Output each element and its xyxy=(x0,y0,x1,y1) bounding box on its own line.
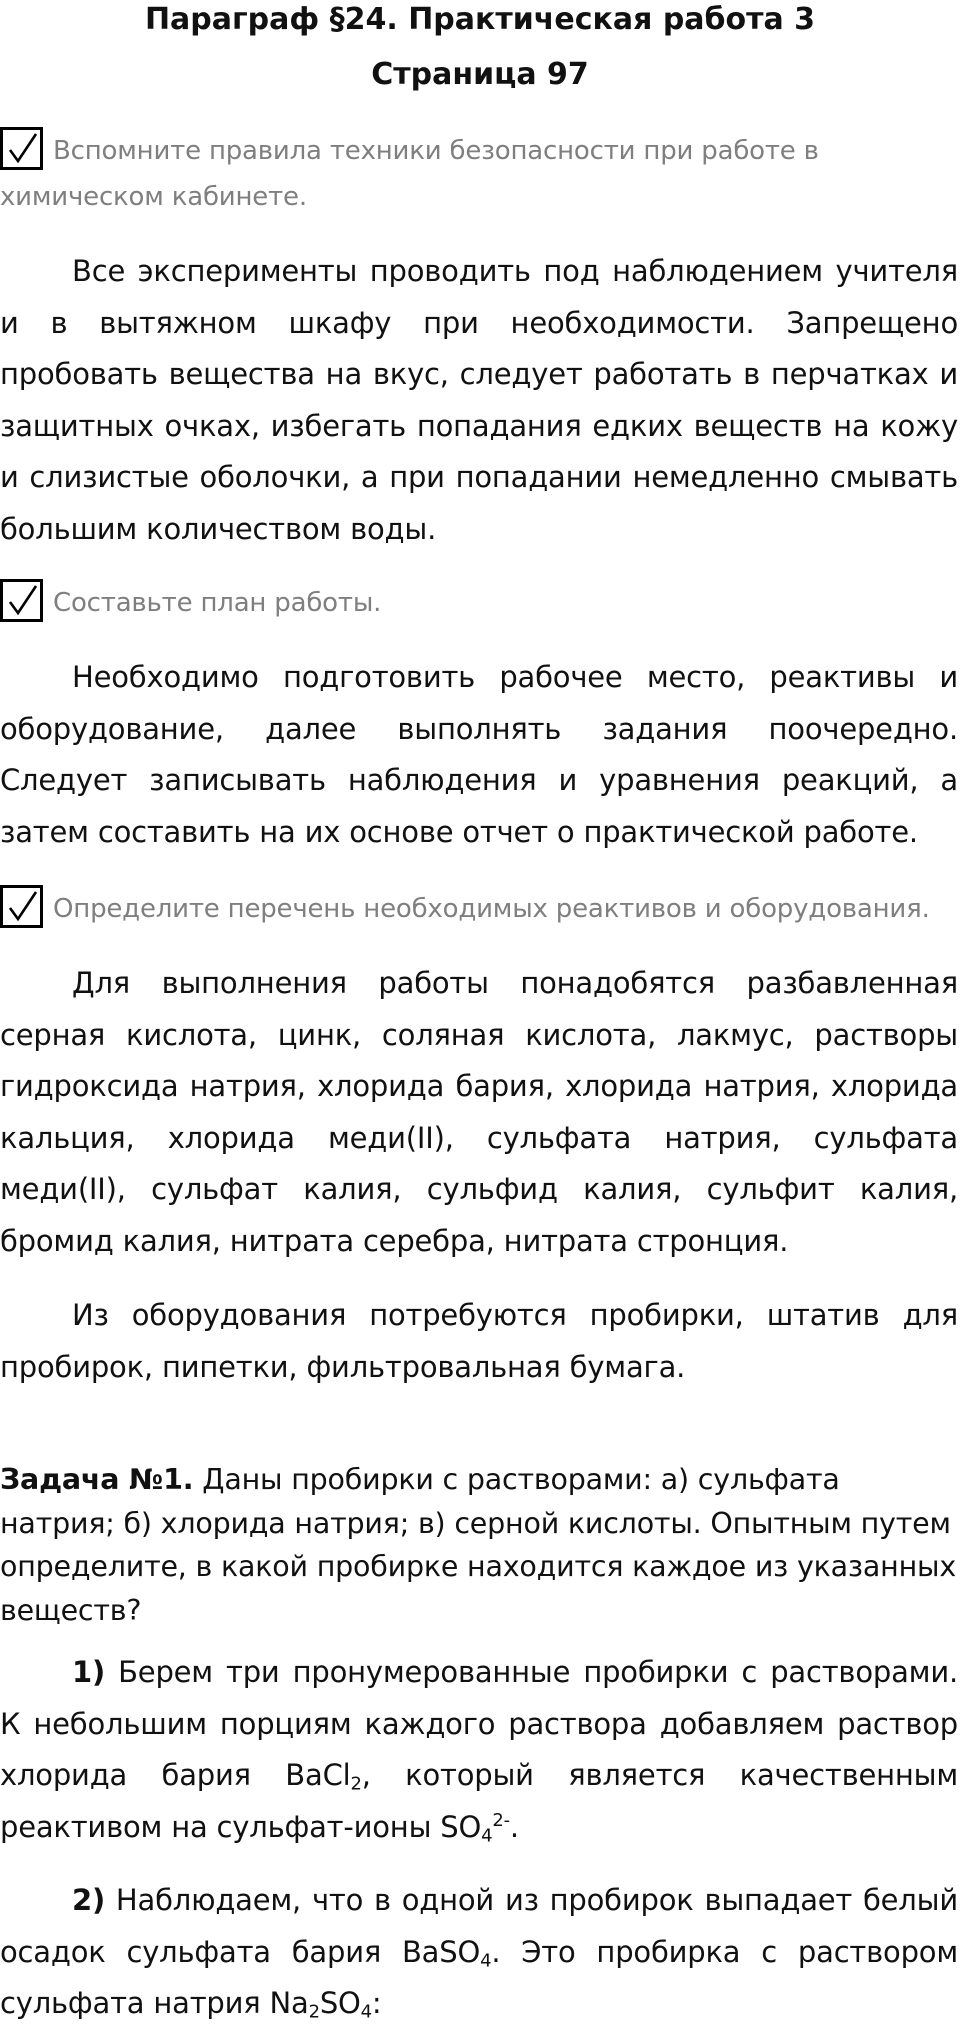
step-number: 1) xyxy=(72,1655,106,1689)
step-text xyxy=(0,1875,958,2030)
checkbox-icon xyxy=(0,885,43,928)
subscript: 2 xyxy=(308,2001,320,2023)
prompt-plan xyxy=(0,580,958,626)
paragraph: Для выполнения работы понадобятся разбавленная серная кислота, цинк, соляная кислота, лакмус, растворы гидроксида натрия, хлорида бария, хлорида натрия, хлорида кальция, хлорида меди(II), сульфата натрия, сульфата меди(II), сульфат калия, сульфид калия, сульфит калия, бромид калия, нитрата серебра, нитрата стронция. xyxy=(0,966,958,1258)
superscript: 2- xyxy=(492,1809,510,1831)
step-2 xyxy=(0,1875,958,2030)
step-1 xyxy=(0,1647,958,1853)
section-plan-body xyxy=(0,652,958,858)
step-text-part: . xyxy=(509,1809,519,1844)
prompt-text: Определите перечень необходимых реактивов и оборудования. xyxy=(53,894,930,924)
step-text-part: Наблюдаем, что в одной из пробирок выпадает белый осадок сульфата бария BaSO xyxy=(0,1883,958,1969)
section-reagents-body xyxy=(0,958,958,1267)
step-number: 2) xyxy=(72,1883,106,1917)
step-text-part: : xyxy=(371,1986,382,2020)
prompt-reagents xyxy=(0,886,958,932)
section-plan xyxy=(0,580,958,626)
step-text-part: Берем три пронумерованные пробирки с растворами. К небольшим порциям каждого раствора добавляем раствор хлорида бария BaCl xyxy=(0,1655,958,1792)
paragraph: Все эксперименты проводить под наблюдением учителя и в вытяжном шкафу при необходимости. Запрещено пробовать вещества на вкус, следует работать в перчатках и защитных очках, избегать попадания едких веществ на кожу и слизистые оболочки, а при попадании немедленно смывать большим количеством воды. xyxy=(0,254,958,546)
step-text-part: , который является качественным реактивом на сульфат-ионы SO xyxy=(0,1758,959,1844)
page-subtitle: Страница 97 xyxy=(371,57,589,92)
prompt-safety xyxy=(0,128,958,220)
step-text xyxy=(0,1647,958,1853)
paragraph: Необходимо подготовить рабочее место, реактивы и оборудование, далее выполнять задания поочередно. Следует записывать наблюдения и уравнения реакций, а затем составить на их основе отчет о практической работе. xyxy=(0,660,958,849)
task-text: Даны пробирки с растворами: а) сульфата натрия; б) хлорида натрия; в) серной кислоты. Опытным путем определите, в какой пробирке находится каждое из указанных веществ? xyxy=(0,1463,956,1627)
section-safety-body xyxy=(0,246,958,555)
prompt-text: Вспомните правила техники безопасности при работе в химическом кабинете. xyxy=(0,136,819,212)
prompt-text: Составьте план работы. xyxy=(53,588,382,618)
subscript: 4 xyxy=(360,2001,372,2023)
task-statement xyxy=(0,1458,958,1632)
task-label: Задача №1. xyxy=(0,1463,194,1496)
subscript: 2 xyxy=(350,1773,362,1795)
page-title: Параграф §24. Практическая работа 3 xyxy=(144,2,816,37)
checkbox-icon xyxy=(0,127,43,170)
checkbox-icon xyxy=(0,579,43,622)
section-reagents xyxy=(0,886,958,932)
step-text-part: SO xyxy=(319,1986,361,2020)
section-safety xyxy=(0,128,958,220)
task-block xyxy=(0,1458,958,1632)
section-equipment-body xyxy=(0,1290,958,1393)
subscript: 4 xyxy=(481,1824,493,1846)
paragraph: Из оборудования потребуются пробирки, штатив для пробирок, пипетки, фильтровальная бумага. xyxy=(0,1298,958,1384)
step-text-part: . Это пробирка с раствором сульфата натрия Na xyxy=(0,1934,958,2020)
subscript: 4 xyxy=(480,1949,492,1971)
